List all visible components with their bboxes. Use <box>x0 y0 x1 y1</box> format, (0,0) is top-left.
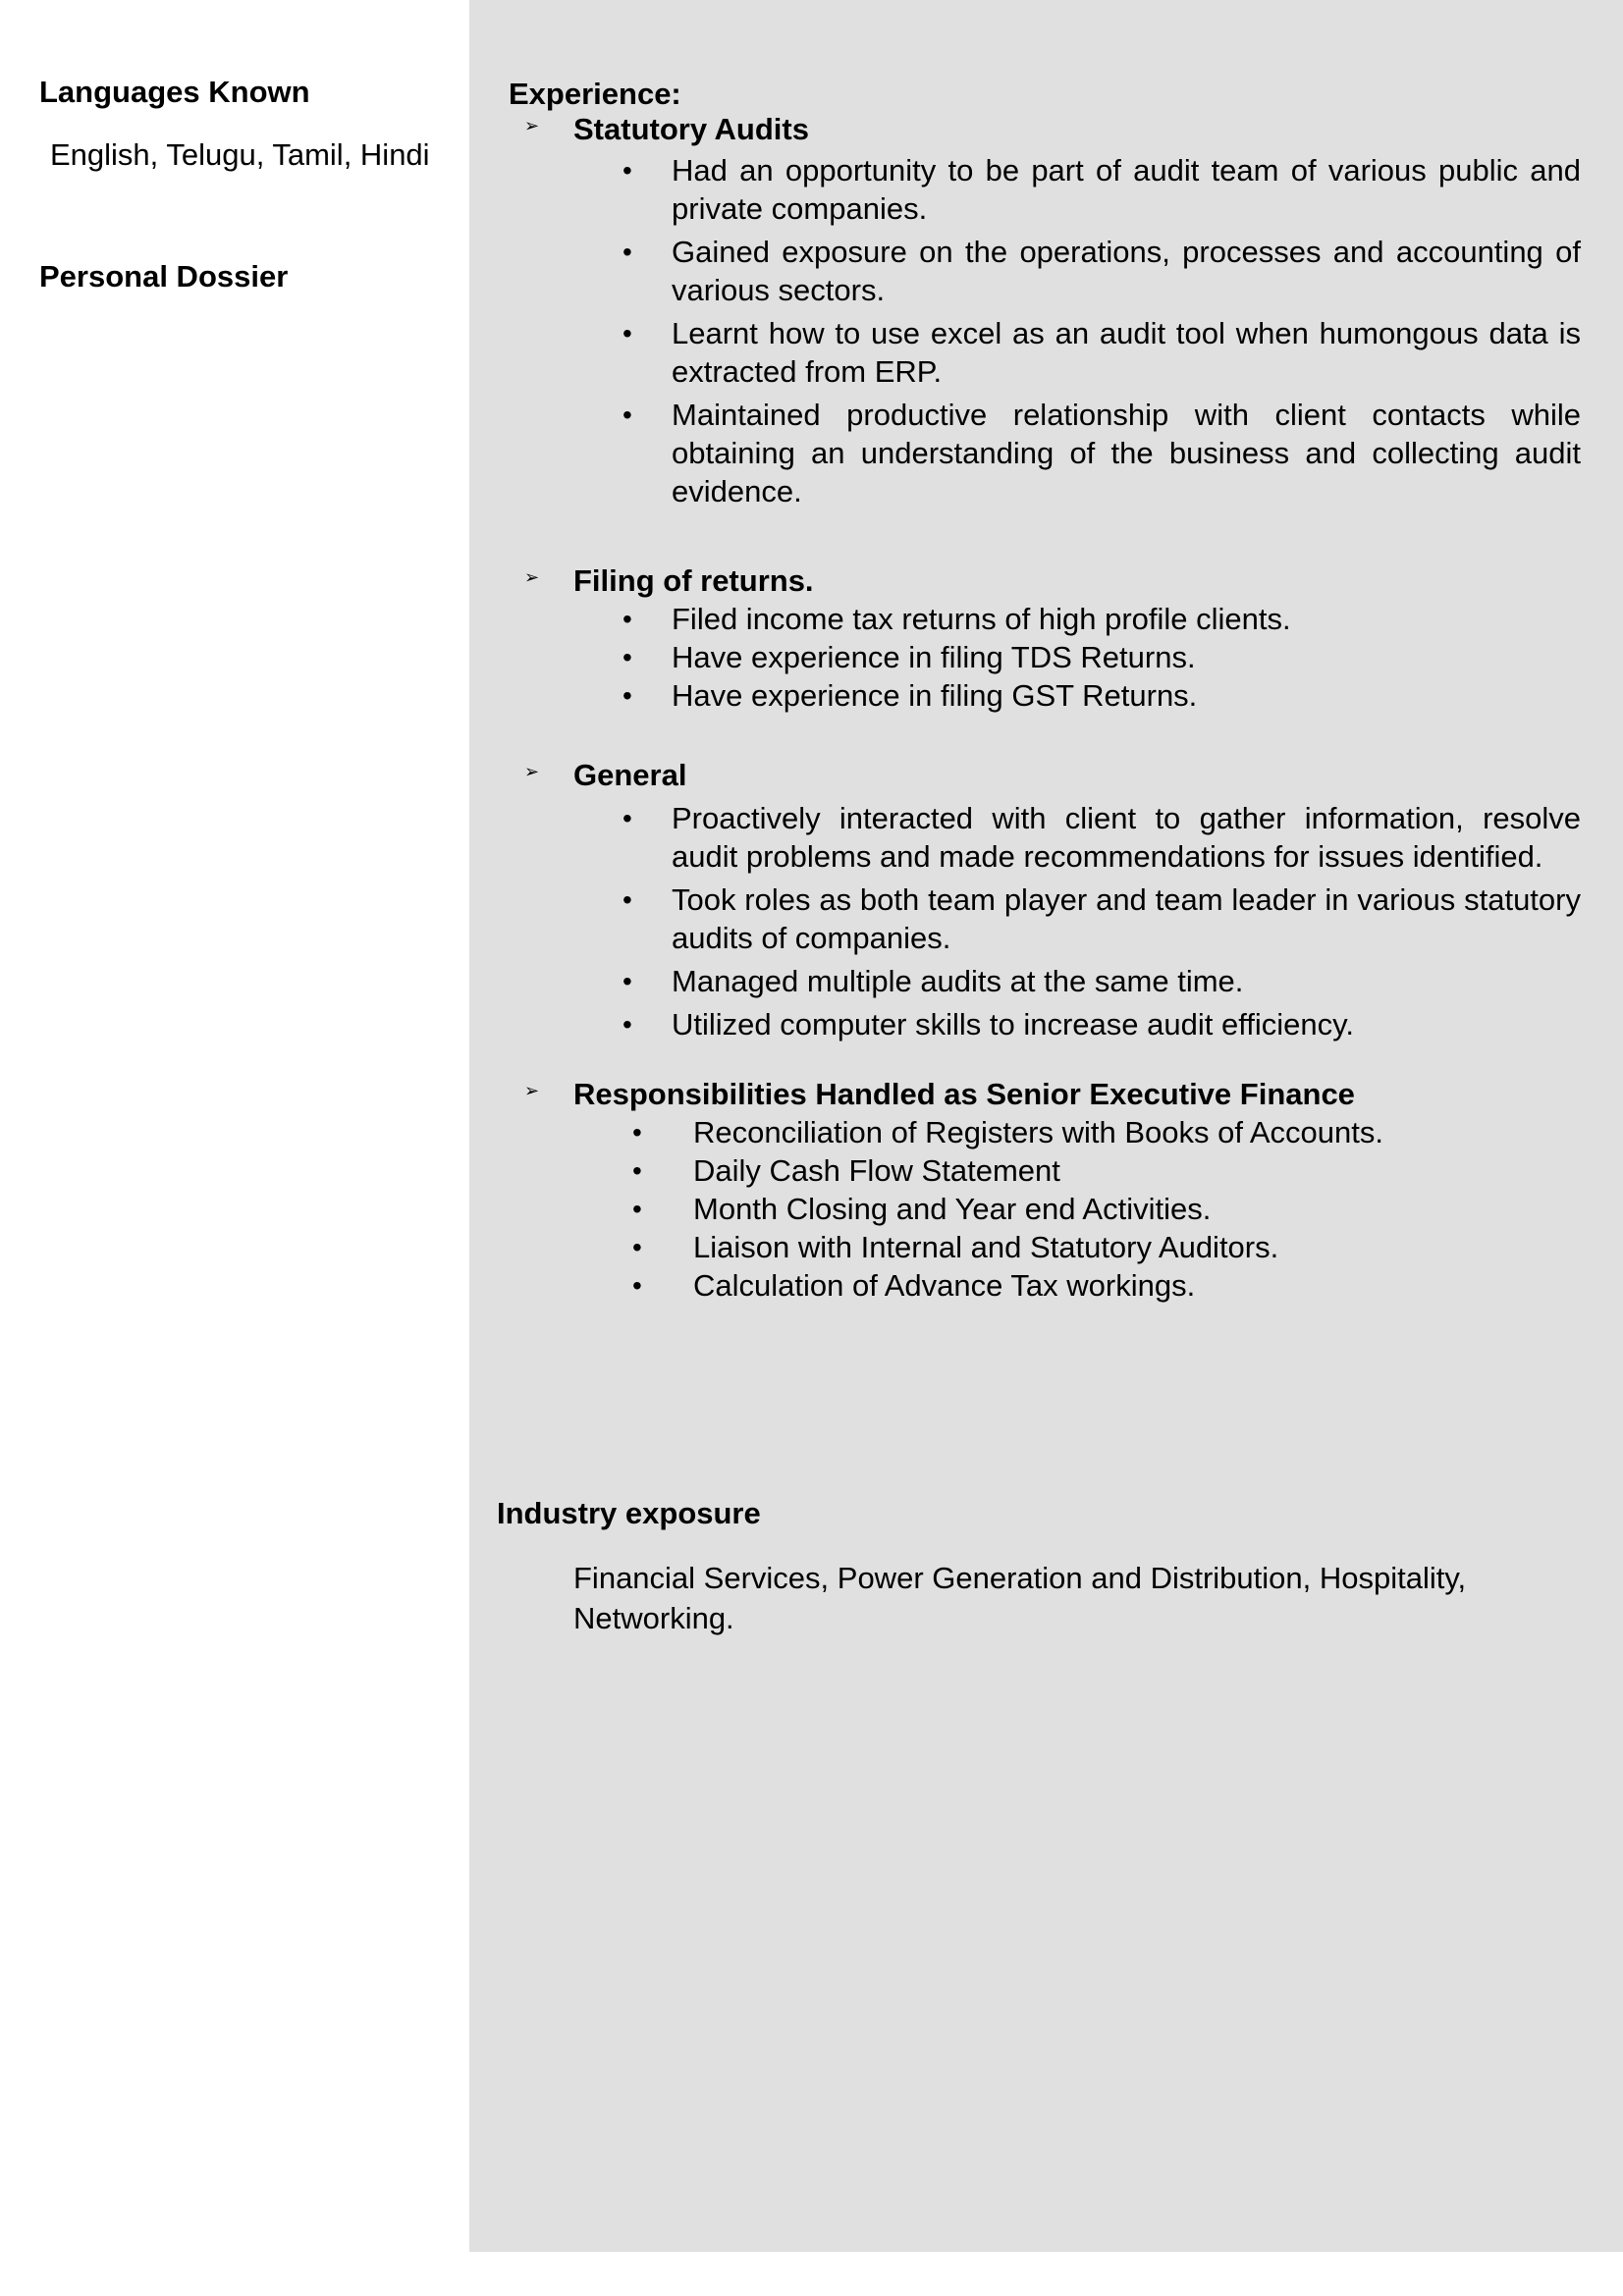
arrow-bullet-icon: ➢ <box>524 567 540 587</box>
list-item: • Liaison with Internal and Statutory Auditors. <box>632 1230 1279 1264</box>
bullet-icon: • <box>622 680 632 711</box>
arrow-bullet-icon: ➢ <box>524 1081 540 1100</box>
arrow-bullet-icon: ➢ <box>524 116 540 135</box>
section-heading: ➢ General <box>520 757 1581 794</box>
bullet-icon: • <box>622 155 632 186</box>
arrow-bullet-icon: ➢ <box>524 762 540 781</box>
bullet-icon: • <box>622 1009 632 1040</box>
bullet-icon: • <box>622 318 632 348</box>
bullet-icon: • <box>622 803 632 833</box>
list-item: • Had an opportunity to be part of audit team of various public and private companies. <box>622 153 1581 226</box>
list-item: • Proactively interacted with client to gather information, resolve audit problems and made recommendations for issues identified. <box>622 801 1581 874</box>
list-item: • Took roles as both team player and team leader in various statutory audits of companies. <box>622 882 1581 955</box>
section-responsibilities <box>520 1076 1581 1305</box>
experience-title: Experience: <box>509 77 681 111</box>
list-item: • Maintained productive relationship with client contacts while obtaining an understanding of the business and collecting audit evidence. <box>622 398 1581 508</box>
list-item: • Reconciliation of Registers with Books of Accounts. <box>632 1115 1384 1149</box>
list-item: • Have experience in filing GST Returns. <box>622 678 1198 713</box>
bullet-icon: • <box>632 1232 642 1262</box>
bullet-icon: • <box>622 642 632 672</box>
section-heading: ➢ Responsibilities Handled as Senior Executive Finance <box>520 1076 1581 1113</box>
list-item: • Gained exposure on the operations, processes and accounting of various sectors. <box>622 235 1581 307</box>
list-item: • Month Closing and Year end Activities. <box>632 1192 1212 1226</box>
section-heading: ➢ Statutory Audits <box>520 111 1581 148</box>
list-item: • Have experience in filing TDS Returns. <box>622 640 1196 674</box>
bullet-list <box>520 151 1581 510</box>
list-item: • Learnt how to use excel as an audit tool when humongous data is extracted from ERP. <box>622 316 1581 389</box>
section-filing-of-returns <box>520 562 1581 715</box>
section-general <box>520 757 1581 1048</box>
bullet-icon: • <box>632 1194 642 1224</box>
bullet-icon: • <box>622 884 632 915</box>
list-item: • Filed income tax returns of high profile clients. <box>622 602 1291 636</box>
bullet-icon: • <box>622 604 632 634</box>
list-item: • Calculation of Advance Tax workings. <box>632 1268 1196 1303</box>
bullet-icon: • <box>632 1155 642 1186</box>
bullet-icon: • <box>622 400 632 430</box>
bullet-icon: • <box>622 966 632 996</box>
industry-exposure-text: Financial Services, Power Generation and Distribution, Hospitality, Networking. <box>573 1561 1467 1635</box>
bullet-icon: • <box>632 1270 642 1301</box>
industry-exposure-heading: Industry exposure <box>497 1496 761 1530</box>
languages-text: English, Telugu, Tamil, Hindi <box>50 137 430 172</box>
bullet-list <box>520 799 1581 1043</box>
personal-dossier-heading: Personal Dossier <box>39 259 289 294</box>
bullet-icon: • <box>622 237 632 267</box>
section-statutory-audits <box>520 111 1581 515</box>
section-heading: ➢ Filing of returns. <box>520 562 1581 600</box>
bullet-icon: • <box>632 1117 642 1148</box>
bullet-list <box>520 1113 1581 1305</box>
bullet-list <box>520 600 1581 715</box>
list-item: • Utilized computer skills to increase audit efficiency. <box>622 1007 1354 1041</box>
languages-heading: Languages Known <box>39 75 310 109</box>
list-item: • Daily Cash Flow Statement <box>632 1153 1060 1188</box>
list-item: • Managed multiple audits at the same time. <box>622 964 1244 998</box>
